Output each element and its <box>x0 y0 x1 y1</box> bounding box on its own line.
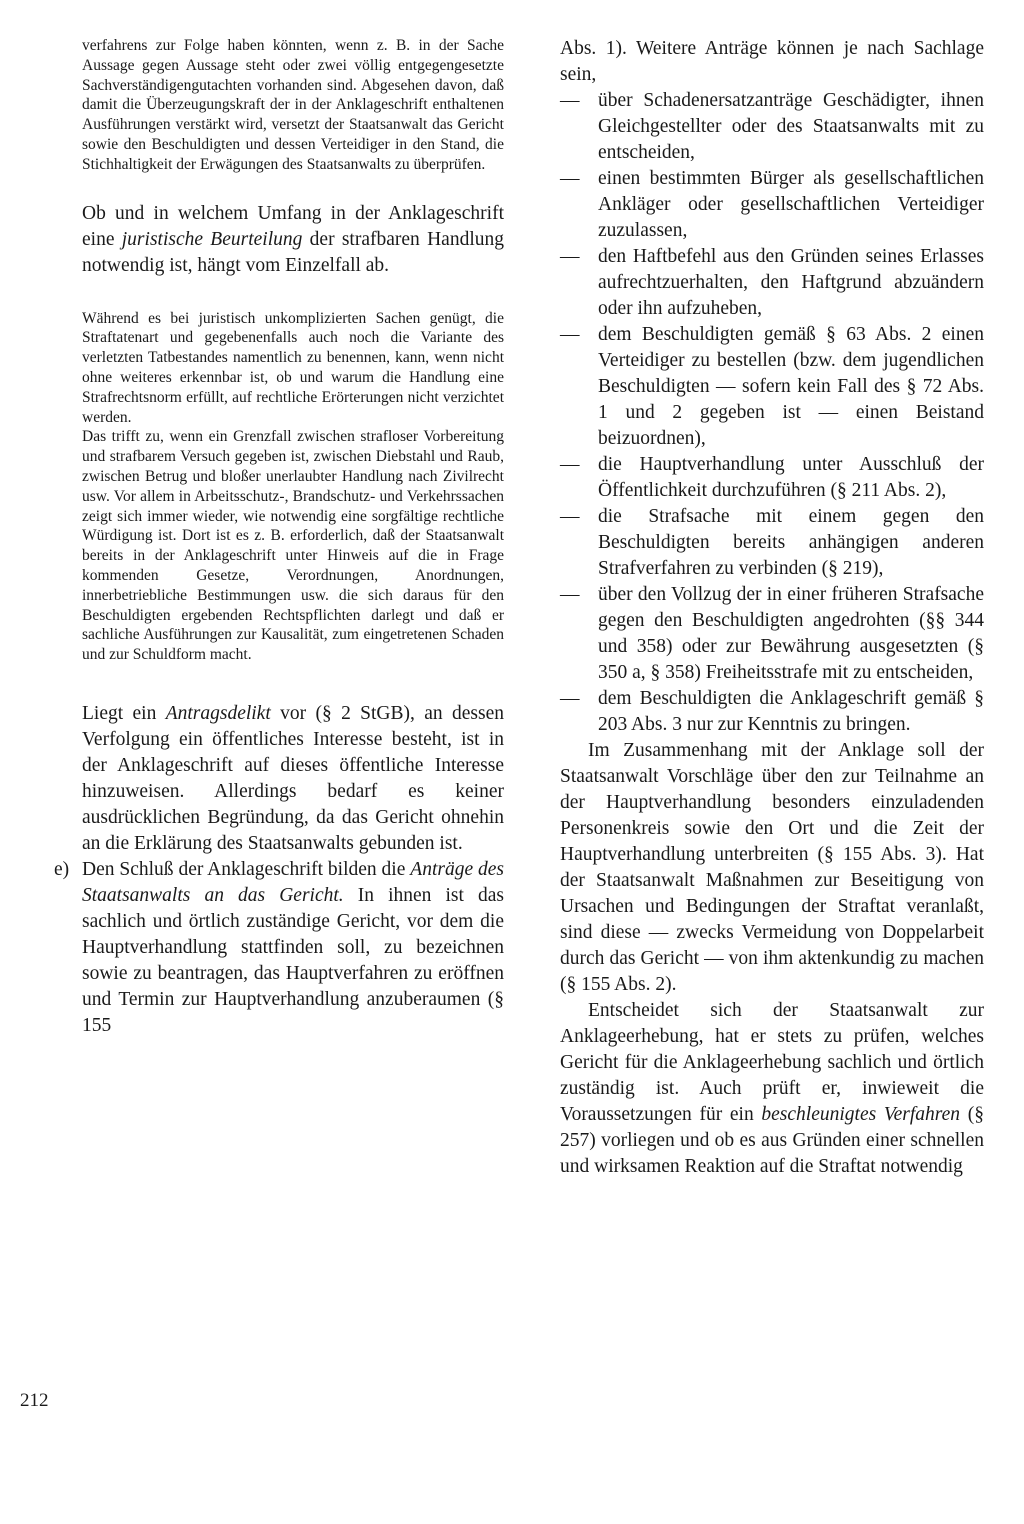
list-item: — dem Beschuldigten gemäß § 63 Abs. 2 einen Verteidiger zu bestellen (bzw. dem jugendlichen Beschuldigten — sofern kein Fall des § 72 Abs. 1 und 2 gegeben ist — einen Beistand beizuordnen), <box>560 324 984 449</box>
paragraph-proposals: Im Zusammenhang mit der Anklage soll der Staatsanwalt Vorschläge über den zur Teilnahme an der Hauptverhandlung besonders einzuladenden Personenkreis sowie den Ort und die Zeit der Hauptverhandlung unterbreiten (§ 155 Abs. 3). Hat der Staatsanwalt Maßnahmen zur Beseitigung von Ursachen und Bedingungen der Straftat veranlaßt, sind diese — zwecks Vermeidung von Doppelarbeit durch das Gericht — von ihm aktenkundig zu machen (§ 155 Abs. 2). <box>560 740 984 995</box>
emphasis-complaint-offence: Antragsdelikt <box>165 702 271 724</box>
list-item: — dem Beschuldigten die Anklageschrift gemäß § 203 Abs. 3 nur zur Kenntnis zu bringen. <box>560 688 984 735</box>
dash-marker: — <box>560 506 580 527</box>
list-item: — die Hauptverhandlung unter Ausschluß der Öffentlichkeit durchzuführen (§ 211 Abs. 2), <box>560 454 984 501</box>
paragraph-legal-assessment: Ob und in welchem Umfang in der Anklageschrift eine juristische Beurteilung der strafbaren Handlung notwendig ist, hängt vom Einzelfall ab. <box>82 202 504 276</box>
paragraph-borderline-cases: Das trifft zu, wenn ein Grenzfall zwischen strafloser Vorbereitung und strafbarem Versuch gegeben ist, zwischen Diebstahl und Raub, zwischen Betrug und bloßer unerlaubter Handlung nach Zivilrecht usw. Vor allem in Arbeitsschutz-, Brandschutz- und Verkehrssachen zeigt sich immer wieder, wie notwendig eine sorgfältige rechtliche Würdigung ist. Dort ist es z. B. erforderlich, daß der Staatsanwalt bereits in der Anklageschrift unter Hinweis auf die in Frage kommenden Gesetze, Verordnungen, Anordnungen, innerbetriebliche Bestimmungen usw. die sich daraus für den Beschuldigten ergebenden Rechtspflichten darlegt und daß er sachliche Ausführungen zur Kausalität, zum eingetretenen Schaden und zur Schuldform macht. <box>82 428 504 664</box>
list-item: — den Haftbefehl aus den Gründen seines Erlasses aufrechtzuerhalten, den Haftgrund abzuändern oder ihn aufzuheben, <box>560 246 984 319</box>
page-number: 212 <box>20 1390 49 1411</box>
dash-marker: — <box>560 90 580 111</box>
list-item: — einen bestimmten Bürger als gesellschaftlichen Ankläger oder gesellschaftlichen Verteidiger zuzulassen, <box>560 168 984 241</box>
list-item: — über Schadenersatzanträge Geschädigter, ihnen Gleichgestellter oder des Staatsanwalts mit zu entscheiden, <box>560 90 984 163</box>
list-item: — über den Vollzug der in einer früheren Strafsache gegen den Beschuldigten angedrohten (§§ 344 und 358) oder zur Bewährung ausgesetzten (§ 350 a, § 358) Freiheitsstrafe mit zu entscheiden, <box>560 584 984 683</box>
dash-marker: — <box>560 688 580 709</box>
right-column <box>560 36 984 1180</box>
paragraph-applications: e) Den Schluß der Anklageschrift bilden die Anträge des Staatsanwalts an das Gericht. In ihnen ist das sachlich und örtlich zuständige Gericht, vor dem die Hauptverhandlung stattfinden soll, zu bezeichnen sowie zu beantragen, das Hauptverfahren zu eröffnen und Termin zur Hauptverhandlung anzuberaumen (§ 155 <box>54 858 504 1036</box>
dash-marker: — <box>560 324 580 345</box>
emphasis-accelerated-procedure: beschleunigtes Verfahren <box>761 1104 961 1125</box>
left-column <box>54 36 504 1039</box>
dash-marker: — <box>560 584 580 605</box>
paragraph-reasoning-continuation: verfahrens zur Folge haben könnten, wenn z. B. in der Sache Aussage gegen Aussage steht oder zwei völlig entgegengesetzte Sachverständigengutachten vorhanden sind. Abgesehen davon, daß damit die Überzeugungskraft der in der Anklageschrift enthaltenen Ausführungen verstärkt wird, versetzt der Staatsanwalt das Gericht sowie den Beschuldigten und dessen Verteidiger in den Stand, die Stichhaltigkeit der Erwägungen des Staatsanwalts zu überprüfen. <box>82 37 504 173</box>
list-marker-e: e) <box>54 858 70 880</box>
dash-marker: — <box>560 168 580 189</box>
emphasis-applications: Anträge des Staatsanwalts an das Gericht. <box>82 858 504 906</box>
dash-marker: — <box>560 246 580 267</box>
applications-list <box>560 88 984 738</box>
paragraph-further-applications-intro: Abs. 1). Weitere Anträge können je nach Sachlage sein, <box>560 38 984 85</box>
emphasis-legal-assessment: juristische Beurteilung <box>121 228 303 250</box>
list-item: — die Strafsache mit einem gegen den Beschuldigten bereits anhängigen anderen Strafverfahren zu verbinden (§ 219), <box>560 506 984 579</box>
dash-marker: — <box>560 454 580 475</box>
paragraph-complaint-offence: Liegt ein Antragsdelikt vor (§ 2 StGB), an dessen Verfolgung ein öffentliches Interesse besteht, ist in der Anklageschrift auf dieses öffentliche Interesse hinzuweisen. Allerdings bedarf es keiner ausdrücklichen Begründung, da das Gericht ohnehin an die Erklärung des Staatsanwalts gebunden ist. <box>82 702 504 854</box>
paragraph-jurisdiction: Entscheidet sich der Staatsanwalt zur Anklageerhebung, hat er stets zu prüfen, welches Gericht für die Anklageerhebung sachlich und örtlich zuständig ist. Auch prüft er, inwieweit die Voraussetzungen für ein beschleunigtes Verfahren (§ 257) vorliegen und ob es aus Gründen einer schnellen und wirksamen Reaktion auf die Straftat notwendig <box>560 1000 984 1177</box>
paragraph-uncomplicated-cases: Während es bei juristisch unkomplizierten Sachen genügt, die Straftatenart und gegebenenfalls auch noch die Variante des verletzten Tatbestandes namentlich zu benennen, kann, wenn nicht ohne weiteres erkennbar ist, ob und warum die Handlung eine Strafrechtsnorm erfüllt, auf rechtliche Erörterungen nicht verzichtet werden. <box>82 309 504 426</box>
